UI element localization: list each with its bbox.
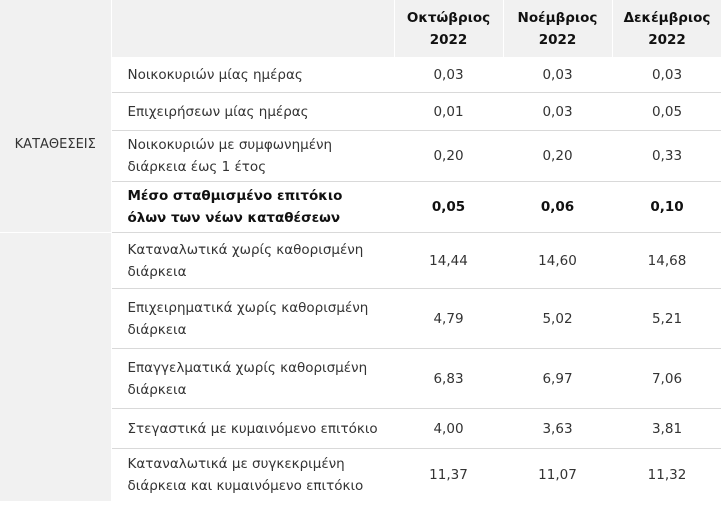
cell-october: 0,01 [394, 93, 503, 131]
cell-november: 0,03 [503, 93, 612, 131]
group-label-loans [0, 233, 111, 502]
cell-october: 4,00 [394, 409, 503, 449]
cell-december: 11,32 [612, 449, 721, 502]
group-label-deposits: ΚΑΤΑΘΕΣΕΙΣ [0, 57, 111, 233]
cell-december: 0,33 [612, 131, 721, 182]
cell-december: 0,05 [612, 93, 721, 131]
header-category-cell [0, 0, 111, 57]
row-label: Επιχειρήσεων μίας ημέρας [111, 93, 394, 131]
cell-november: 6,97 [503, 349, 612, 409]
header-month-november [503, 0, 612, 57]
row-label: Επιχειρηματικά χωρίς καθορισμένη διάρκεια [111, 289, 394, 349]
cell-december: 3,81 [612, 409, 721, 449]
row-label: Καταναλωτικά με συγκεκριμένη διάρκεια και κυμαινόμενο επιτόκιο [111, 449, 394, 502]
cell-october: 0,03 [433, 66, 464, 83]
cell-december: 7,06 [612, 349, 721, 409]
header-month-december [612, 0, 721, 57]
cell-november: 3,63 [503, 409, 612, 449]
cell-december: 0,03 [651, 66, 683, 83]
cell-october: 4,79 [394, 289, 503, 349]
header-month-october [394, 0, 503, 57]
cell-november: 0,03 [542, 66, 573, 83]
cell-december: 5,21 [612, 289, 721, 349]
cell-november: 0,06 [503, 182, 612, 233]
row-label: Στεγαστικά με κυμαινόμενο επιτόκιο [111, 409, 394, 449]
cell-october: 6,83 [394, 349, 503, 409]
month-name: Νοέμβριος [517, 9, 598, 26]
row-label: Νοικοκυριών με συμφωνημένη διάρκεια έως 1 έτος [111, 131, 394, 182]
cell-october: 0,05 [394, 182, 503, 233]
header-label-cell [111, 0, 394, 57]
month-name: Οκτώβριος [406, 9, 491, 26]
month-name: Δεκέμβριος [623, 9, 711, 26]
cell-november: 11,07 [503, 449, 612, 502]
cell-november: 5,02 [503, 289, 612, 349]
row-label: Επαγγελματικά χωρίς καθορισμένη διάρκεια [111, 349, 394, 409]
cell-december: 0,10 [612, 182, 721, 233]
cell-october: 11,37 [394, 449, 503, 502]
row-label: Νοικοκυριών μίας ημέρας [127, 66, 303, 83]
table-row [0, 57, 721, 93]
month-year: 2022 [648, 31, 686, 48]
header-row [0, 0, 721, 57]
row-label: Μέσο σταθμισμένο επιτόκιο όλων των νέων καταθέσεων [111, 182, 394, 233]
month-year: 2022 [538, 31, 577, 48]
table-row [0, 233, 721, 289]
cell-december: 14,68 [612, 233, 721, 289]
row-label: Καταναλωτικά χωρίς καθορισμένη διάρκεια [111, 233, 394, 289]
cell-october: 14,44 [394, 233, 503, 289]
cell-october: 0,20 [394, 131, 503, 182]
cell-november: 0,20 [503, 131, 612, 182]
month-year: 2022 [429, 31, 468, 48]
cell-november: 14,60 [503, 233, 612, 289]
